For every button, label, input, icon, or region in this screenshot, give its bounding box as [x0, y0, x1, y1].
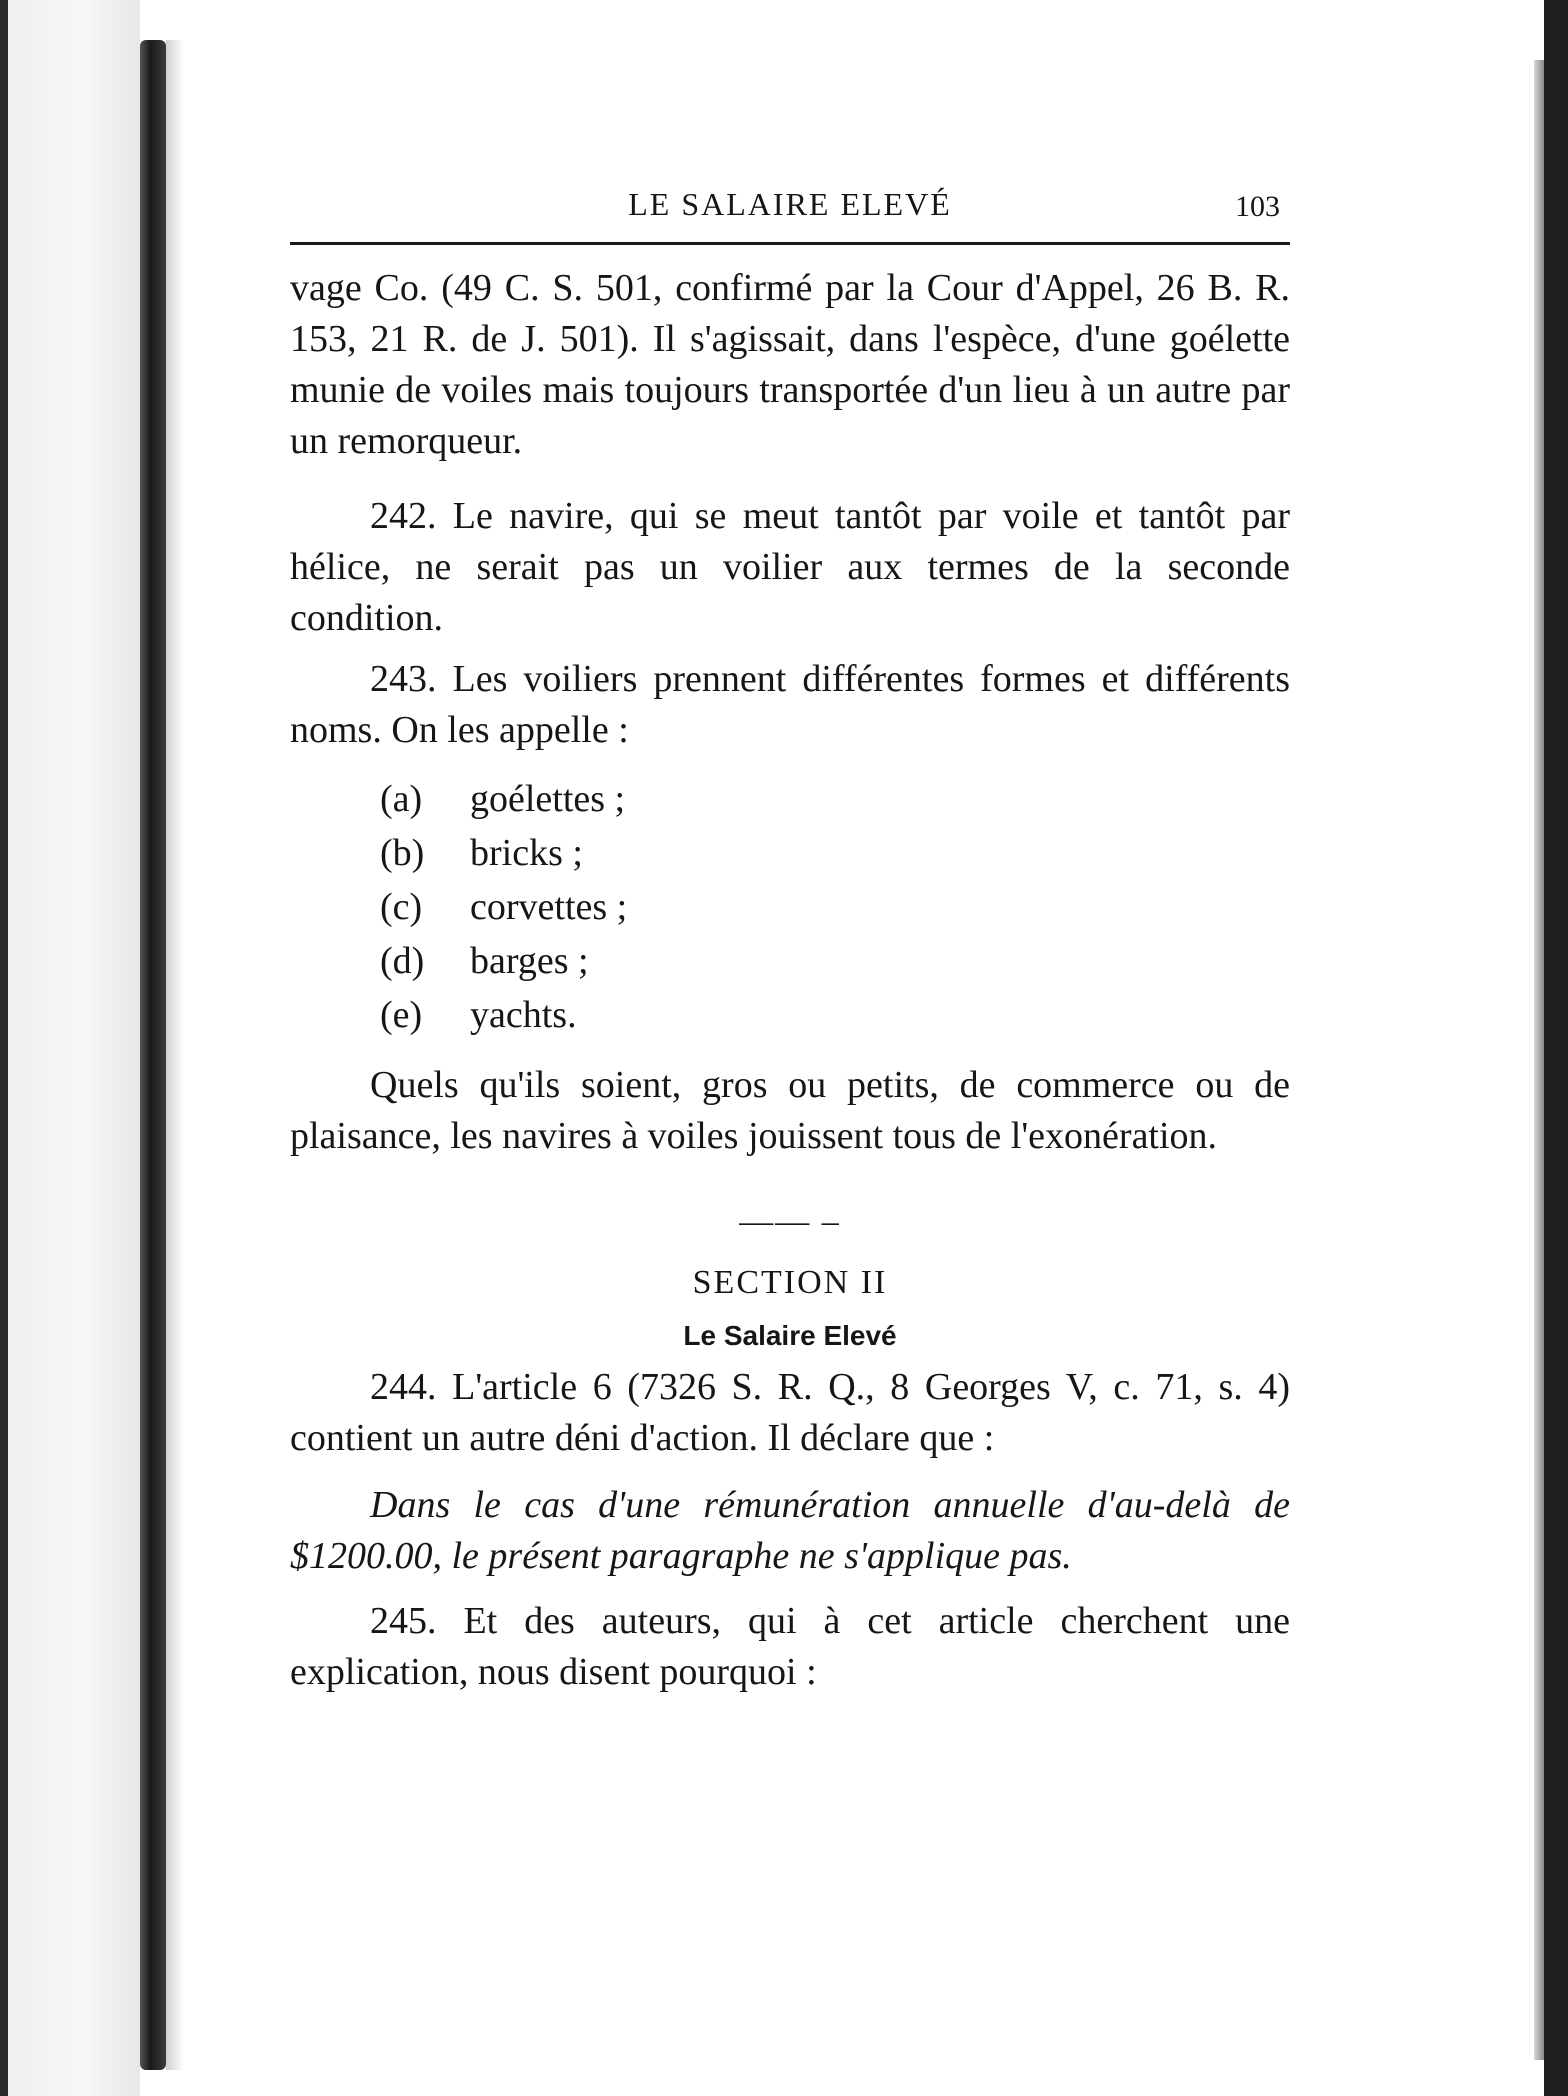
book-cover-edge — [1544, 0, 1568, 2096]
page-number: 103 — [1235, 190, 1280, 223]
paragraph-243: 243. Les voiliers prennent différentes formes et différents noms. On les appelle : — [290, 658, 1290, 751]
list-item — [380, 988, 1290, 1042]
list-marker: (e) — [380, 994, 423, 1036]
list-item-text: corvettes ; — [470, 886, 628, 928]
paragraph-continuation: vage Co. (49 C. S. 501, confirmé par la Cour d'Appel, 26 B. R. 153, 21 R. de J. 501). Il s'agissait, dans l'espèce, d'une goélette munie de voiles mais toujours transportée d'un lieu à un autre par un remorqueur. — [290, 267, 1290, 462]
list-marker: (d) — [380, 940, 425, 982]
section-separator: —— – — [739, 1203, 841, 1240]
list-marker: (a) — [380, 778, 423, 820]
book-spine — [140, 40, 166, 2070]
list-marker: (c) — [380, 886, 423, 928]
list-item-text: yachts. — [470, 994, 577, 1036]
quoted-article: Dans le cas d'une rémunération annuelle d'au-delà de $1200.00, le présent paragraphe ne s'applique pas. — [290, 1484, 1290, 1577]
page-edge — [1534, 60, 1544, 2060]
list-item-text: barges ; — [470, 940, 589, 982]
list-item-text: goélettes ; — [470, 778, 626, 820]
paragraph-244: 244. L'article 6 (7326 S. R. Q., 8 Georges V, c. 71, s. 4) contient un autre déni d'action. Il déclare que : — [290, 1366, 1290, 1459]
list-item — [380, 934, 1290, 988]
page-content — [290, 180, 1290, 1698]
list-marker: (b) — [380, 832, 425, 874]
left-page-margin — [0, 0, 140, 2096]
list-item-text: bricks ; — [470, 832, 583, 874]
sailboat-types-list — [290, 772, 1290, 1042]
section-heading: SECTION II — [692, 1264, 888, 1301]
running-head — [290, 180, 1290, 245]
scan-left-edge — [0, 0, 8, 2096]
paragraph-242: 242. Le navire, qui se meut tantôt par voile et tantôt par hélice, ne serait pas un voilier aux termes de la seconde condition. — [290, 495, 1290, 639]
list-item — [380, 772, 1290, 826]
paragraph-quels: Quels qu'ils soient, gros ou petits, de commerce ou de plaisance, les navires à voiles jouissent tous de l'exonération. — [290, 1064, 1290, 1157]
section-subtitle: Le Salaire Elevé — [683, 1320, 897, 1351]
spine-shadow — [166, 40, 184, 2070]
paragraph-245: 245. Et des auteurs, qui à cet article cherchent une explication, nous disent pourquoi : — [290, 1600, 1290, 1693]
running-head-title: LE SALAIRE ELEVÉ — [628, 186, 952, 222]
list-item — [380, 826, 1290, 880]
list-item — [380, 880, 1290, 934]
